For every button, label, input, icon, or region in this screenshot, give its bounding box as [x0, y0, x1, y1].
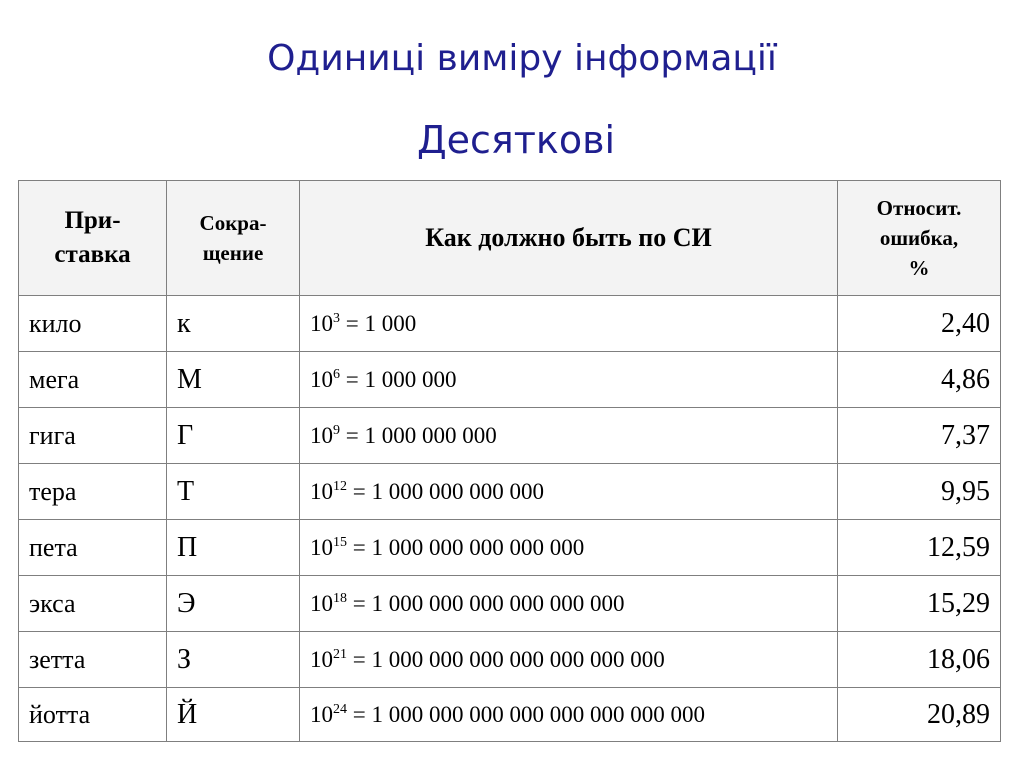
cell-si-value: $10^{24} = 1$ 000 000 000 000 000 000 000 000	[300, 688, 838, 742]
page-title: Одиниці виміру інформації	[267, 38, 777, 79]
page-subtitle: Десяткові	[416, 118, 616, 162]
cell-abbreviation: к	[167, 296, 300, 352]
decimal-prefix-table	[18, 180, 1001, 742]
cell-prefix: гига	[19, 408, 167, 464]
header-prefix: При- ставка	[19, 181, 167, 296]
cell-abbreviation: Т	[167, 464, 300, 520]
cell-si-value: $10^3 = 1$ 000	[300, 296, 838, 352]
table-row	[19, 520, 1001, 576]
cell-prefix: мега	[19, 352, 167, 408]
table-row	[19, 464, 1001, 520]
cell-si-value: $10^6 = 1$ 000 000	[300, 352, 838, 408]
cell-abbreviation: Й	[167, 688, 300, 742]
cell-relative-error: 18,06	[838, 632, 1001, 688]
cell-abbreviation: М	[167, 352, 300, 408]
cell-si-value: $10^{15} = 1$ 000 000 000 000 000	[300, 520, 838, 576]
table-row	[19, 632, 1001, 688]
cell-prefix: зетта	[19, 632, 167, 688]
cell-si-value: $10^9 = 1$ 000 000 000	[300, 408, 838, 464]
table-row	[19, 352, 1001, 408]
cell-prefix: йотта	[19, 688, 167, 742]
cell-relative-error: 7,37	[838, 408, 1001, 464]
table-row	[19, 688, 1001, 742]
table-row	[19, 576, 1001, 632]
table-row	[19, 296, 1001, 352]
table-header-row	[19, 181, 1001, 296]
header-si: Как должно быть по СИ	[300, 181, 838, 296]
cell-prefix: экса	[19, 576, 167, 632]
cell-relative-error: 12,59	[838, 520, 1001, 576]
cell-si-value: $10^{12} = 1$ 000 000 000 000	[300, 464, 838, 520]
cell-abbreviation: З	[167, 632, 300, 688]
cell-abbreviation: Э	[167, 576, 300, 632]
header-relative-error: Относит. ошибка, %	[838, 181, 1001, 296]
cell-prefix: пета	[19, 520, 167, 576]
table-row	[19, 408, 1001, 464]
cell-relative-error: 4,86	[838, 352, 1001, 408]
cell-relative-error: 2,40	[838, 296, 1001, 352]
cell-relative-error: 9,95	[838, 464, 1001, 520]
cell-abbreviation: П	[167, 520, 300, 576]
cell-prefix: тера	[19, 464, 167, 520]
cell-abbreviation: Г	[167, 408, 300, 464]
cell-si-value: $10^{18} = 1$ 000 000 000 000 000 000	[300, 576, 838, 632]
cell-relative-error: 20,89	[838, 688, 1001, 742]
cell-relative-error: 15,29	[838, 576, 1001, 632]
cell-prefix: кило	[19, 296, 167, 352]
cell-si-value: $10^{21} = 1$ 000 000 000 000 000 000 000	[300, 632, 838, 688]
header-abbreviation: Сокра- щение	[167, 181, 300, 296]
